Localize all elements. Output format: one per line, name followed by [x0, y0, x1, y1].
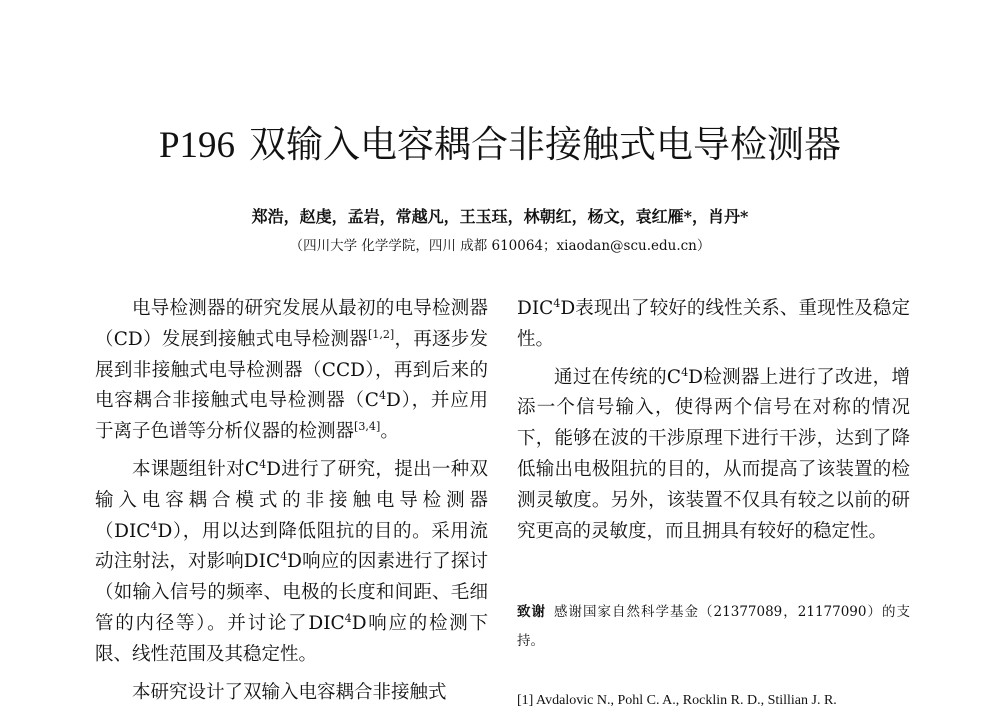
paper-code: P196 — [158, 125, 236, 166]
superscript: 4 — [378, 389, 387, 403]
acknowledgement — [517, 598, 910, 656]
superscript: 4 — [344, 611, 352, 625]
paper-title-text: 双输入电容耦合非接触式电导检测器 — [249, 123, 842, 166]
superscript: 4 — [259, 457, 267, 471]
citation: [1,2] — [367, 327, 395, 341]
affiliation: （四川大学 化学学院，四川 成都 610064；xiaodan@scu.edu.cn） — [289, 238, 711, 254]
right-column — [517, 294, 910, 554]
superscript: 4 — [280, 550, 288, 564]
acknowledgement-text: 感谢国家自然科学基金（21377089，21177090）的支持。 — [517, 604, 910, 649]
paper-title — [0, 123, 1000, 168]
acknowledgement-label: 致谢 — [517, 604, 547, 620]
citation: [3,4] — [354, 420, 381, 434]
body-paragraph: 本课题组针对$C^4D$进行了研究，提出一种双输入电容耦合模式的非接触电导检测器（DIC$^4$D），用以达到降低阻抗的目的。采用流动注射法，对影响DIC$^4$D响应的因素进行了探讨（如输入信号的频率、电极的长度和间距、毛细管的内径等）。并讨论了DIC$^4$D响应的检测下限、线性范围及其稳定性。 — [95, 457, 489, 665]
body-paragraph: 电导检测器的研究发展从最初的电导检测器（CD）发展到接触式电导检测器[1,2]，再逐步发展到非接触式电导检测器（CCD），再到后来的电容耦合非接触式电导检测器$(C^4D)$，并应用于离子色谱等分析仪器的检测器[3,4]。 — [95, 298, 488, 443]
body-paragraph: 通过在传统的$C^4D$检测器上进行了改进，增添一个信号输入，使得两个信号在对称的情况下，能够在波的干涉原理下进行干涉，达到了降低输出电极阻抗的目的，从而提高了该装置的检测灵敏度。另外，该装置不仅具有较之以前的研究更高的灵敏度，而且拥具有较好的稳定性。 — [517, 365, 910, 542]
body-paragraph: 本研究设计了双输入电容耦合非接触式 — [132, 681, 447, 703]
author-list: 郑浩，赵虔，孟岩，常越凡，王玉珏，林朝红，杨文，袁红雁*，肖丹* — [251, 207, 749, 226]
body-paragraph: DIC$^4$D表现出了较好的线性关系、重现性及稳定性。 — [517, 296, 910, 350]
reference-item: [1] Avdalovic N., Pohl C. A., Rocklin R. D., Stillian J. R. — [517, 693, 837, 708]
superscript: 4 — [553, 296, 561, 310]
left-column — [95, 294, 488, 715]
superscript: 4 — [681, 365, 689, 379]
superscript: 4 — [150, 519, 158, 533]
